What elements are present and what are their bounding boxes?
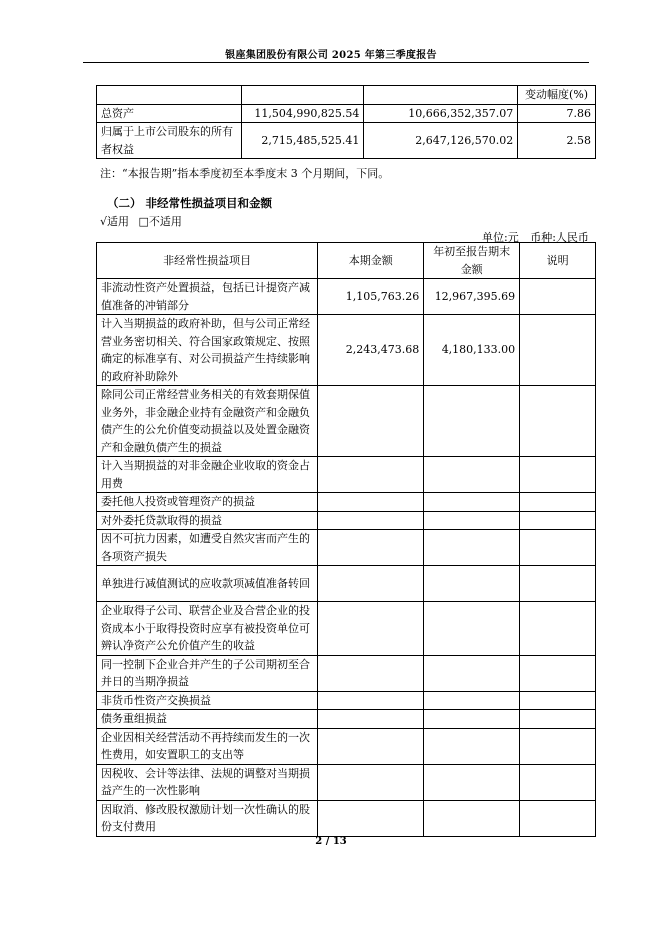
ytd-header: 年初至报告期末金额 (424, 243, 520, 279)
report-header: 银座集团股份有限公司 2025 年第三季度报告 (225, 50, 437, 61)
row-item: 债务重组损益 (97, 710, 318, 729)
row-note (520, 530, 596, 566)
ytd-amount: 4,180,133.00 (424, 315, 520, 386)
note-header: 说明 (520, 243, 596, 279)
current-value: 2,715,485,525.41 (242, 123, 364, 159)
ytd-amount: 12,967,395.69 (424, 279, 520, 315)
ytd-amount (424, 602, 520, 656)
table-row (97, 493, 596, 512)
row-item: 计入当期损益的对非金融企业收取的资金占用费 (97, 457, 318, 493)
table-row (97, 800, 596, 836)
row-item: 非流动性资产处置损益，包括已计提资产减值准备的冲销部分 (97, 279, 318, 315)
row-note (520, 457, 596, 493)
current-amount (318, 602, 424, 656)
ytd-amount (424, 655, 520, 691)
current-amount (318, 566, 424, 602)
footnote: 注：“本报告期”指本季度初至本季度末 3 个月期间，下同。 (100, 167, 390, 180)
unit-label: 单位:元 (482, 231, 519, 244)
change-value: 7.86 (518, 104, 596, 123)
ytd-amount (424, 566, 520, 602)
ytd-amount (424, 511, 520, 530)
row-note (520, 800, 596, 836)
current-amount (318, 386, 424, 457)
asset-summary-table (96, 85, 596, 159)
applicability (100, 213, 182, 229)
item-header: 非经常性损益项目 (97, 243, 318, 279)
table-row (97, 511, 596, 530)
change-header: 变动幅度(%) (518, 86, 596, 105)
currency-label: 币种:人民币 (530, 231, 589, 244)
row-note (520, 279, 596, 315)
row-note (520, 655, 596, 691)
ytd-amount (424, 728, 520, 764)
table-row (97, 530, 596, 566)
current-amount: 1,105,763.26 (318, 279, 424, 315)
table-row (97, 566, 596, 602)
ytd-amount (424, 710, 520, 729)
table-row (97, 728, 596, 764)
row-item: 企业因相关经营活动不再持续而发生的一次性费用，如安置职工的支出等 (97, 728, 318, 764)
table-row (97, 123, 596, 159)
table-row (97, 691, 596, 710)
non-recurring-gains-table (96, 242, 596, 837)
row-item: 因不可抗力因素，如遭受自然灾害而产生的各项资产损失 (97, 530, 318, 566)
row-note (520, 764, 596, 800)
current-amount (318, 691, 424, 710)
table-row (97, 602, 596, 656)
row-item: 同一控制下企业合并产生的子公司期初至合并日的当期净损益 (97, 655, 318, 691)
current-amount (318, 800, 424, 836)
ytd-amount (424, 800, 520, 836)
current-amount (318, 728, 424, 764)
not-applicable-checkbox: □不适用 (138, 215, 182, 228)
table-header-row (97, 243, 596, 279)
page-number: 2 / 13 (315, 836, 347, 847)
current-amount (318, 764, 424, 800)
table-row (97, 764, 596, 800)
ytd-amount (424, 530, 520, 566)
ytd-amount (424, 493, 520, 512)
table-row (97, 655, 596, 691)
current-amount (318, 511, 424, 530)
current-amount (318, 457, 424, 493)
row-label: 归属于上市公司股东的所有者权益 (97, 123, 242, 159)
row-item: 因取消、修改股权激励计划一次性确认的股份支付费用 (97, 800, 318, 836)
ytd-amount (424, 386, 520, 457)
current-amount (318, 655, 424, 691)
row-note (520, 566, 596, 602)
table-row (97, 315, 596, 386)
current-amount (318, 710, 424, 729)
current-value: 11,504,990,825.54 (242, 104, 364, 123)
row-item: 委托他人投资或管理资产的损益 (97, 493, 318, 512)
row-note (520, 493, 596, 512)
row-item: 因税收、会计等法律、法规的调整对当期损益产生的一次性影响 (97, 764, 318, 800)
row-note (520, 602, 596, 656)
row-item: 除同公司正常经营业务相关的有效套期保值业务外，非金融企业持有金融资产和金融负债产生的公允价值变动损益以及处置金融资产和金融负债产生的损益 (97, 386, 318, 457)
row-note (520, 315, 596, 386)
section-title: （二） 非经常性损益项目和金额 (107, 196, 273, 210)
row-note (520, 710, 596, 729)
row-note (520, 386, 596, 457)
row-label: 总资产 (97, 104, 242, 123)
current-amount (318, 530, 424, 566)
ytd-amount (424, 764, 520, 800)
row-note (520, 691, 596, 710)
ytd-amount (424, 457, 520, 493)
applicable-checkbox: √适用 (100, 215, 130, 228)
table-row (97, 279, 596, 315)
table-row (97, 386, 596, 457)
row-item: 单独进行减值测试的应收款项减值准备转回 (97, 566, 318, 602)
change-value: 2.58 (518, 123, 596, 159)
row-item: 计入当期损益的政府补助，但与公司正常经营业务密切相关、符合国家政策规定、按照确定的标准享有、对公司损益产生持续影响的政府补助除外 (97, 315, 318, 386)
table-row (97, 457, 596, 493)
prior-value: 2,647,126,570.02 (364, 123, 518, 159)
ytd-amount (424, 691, 520, 710)
current-header: 本期金额 (318, 243, 424, 279)
prior-value: 10,666,352,357.07 (364, 104, 518, 123)
row-item: 非货币性资产交换损益 (97, 691, 318, 710)
table-header-row (97, 86, 596, 105)
current-amount (318, 493, 424, 512)
current-amount: 2,243,473.68 (318, 315, 424, 386)
row-note (520, 728, 596, 764)
header-divider (83, 62, 589, 63)
row-note (520, 511, 596, 530)
table-row (97, 710, 596, 729)
row-item: 对外委托贷款取得的损益 (97, 511, 318, 530)
table-body (97, 279, 596, 837)
row-item: 企业取得子公司、联营企业及合营企业的投资成本小于取得投资时应享有被投资单位可辨认净资产公允价值产生的收益 (97, 602, 318, 656)
table-row (97, 104, 596, 123)
